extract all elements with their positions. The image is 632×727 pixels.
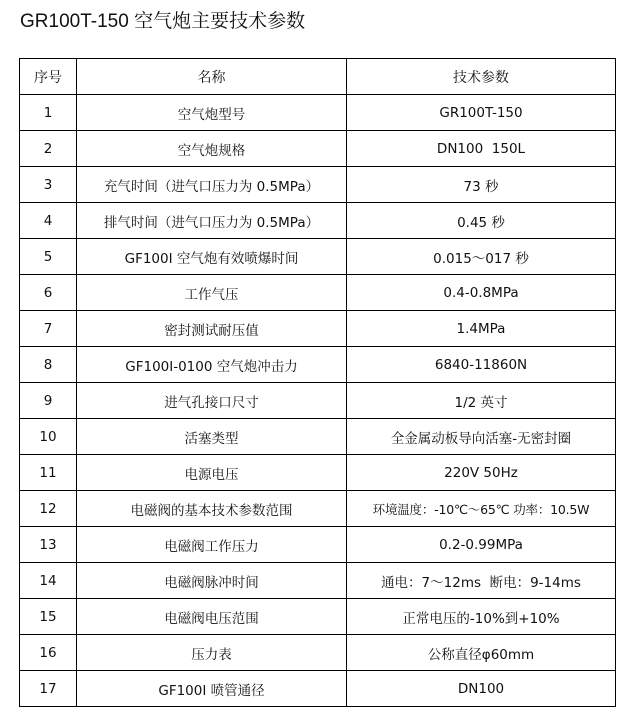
cell-name: 空气炮型号 (77, 95, 347, 131)
table-row (20, 671, 616, 707)
cell-value: 1.4MPa (347, 311, 616, 347)
table-header-row (20, 59, 616, 95)
cell-no: 9 (20, 383, 77, 419)
table-row (20, 239, 616, 275)
cell-name: GF100I 空气炮有效喷爆时间 (77, 239, 347, 275)
table-row (20, 383, 616, 419)
table-row (20, 203, 616, 239)
table-row (20, 275, 616, 311)
cell-name: 电磁阀脉冲时间 (77, 563, 347, 599)
cell-no: 8 (20, 347, 77, 383)
cell-name: 活塞类型 (77, 419, 347, 455)
cell-value: 环境温度：-10℃～65℃ 功率：10.5W (347, 491, 616, 527)
cell-no: 14 (20, 563, 77, 599)
cell-name: 空气炮规格 (77, 131, 347, 167)
cell-value: 220V 50Hz (347, 455, 616, 491)
table-row (20, 311, 616, 347)
cell-name: 电磁阀工作压力 (77, 527, 347, 563)
cell-no: 17 (20, 671, 77, 707)
cell-value: 6840-11860N (347, 347, 616, 383)
spec-table (19, 58, 616, 707)
cell-no: 2 (20, 131, 77, 167)
cell-name: 电磁阀的基本技术参数范围 (77, 491, 347, 527)
table-row (20, 95, 616, 131)
table-row (20, 347, 616, 383)
page-title: GR100T-150 空气炮主要技术参数 (20, 11, 306, 32)
header-name: 名称 (77, 59, 347, 95)
cell-name: 电磁阀电压范围 (77, 599, 347, 635)
cell-name: 密封测试耐压值 (77, 311, 347, 347)
cell-no: 3 (20, 167, 77, 203)
header-no: 序号 (20, 59, 77, 95)
cell-name: GF100I 喷管通径 (77, 671, 347, 707)
cell-value: 0.45 秒 (347, 203, 616, 239)
table-row (20, 491, 616, 527)
cell-no: 1 (20, 95, 77, 131)
table-row (20, 455, 616, 491)
cell-value: DN100 (347, 671, 616, 707)
cell-no: 6 (20, 275, 77, 311)
cell-value: 公称直径φ60mm (347, 635, 616, 671)
cell-name: 压力表 (77, 635, 347, 671)
cell-no: 13 (20, 527, 77, 563)
table-row (20, 599, 616, 635)
cell-name: 充气时间（进气口压力为 0.5MPa） (77, 167, 347, 203)
header-value: 技术参数 (347, 59, 616, 95)
cell-value: 1/2 英寸 (347, 383, 616, 419)
cell-no: 4 (20, 203, 77, 239)
table-row (20, 419, 616, 455)
cell-no: 5 (20, 239, 77, 275)
cell-value: 通电：7～12ms 断电：9-14ms (347, 563, 616, 599)
cell-value: 0.015～017 秒 (347, 239, 616, 275)
cell-value: 0.2-0.99MPa (347, 527, 616, 563)
table-row (20, 131, 616, 167)
cell-value: GR100T-150 (347, 95, 616, 131)
cell-name: 排气时间（进气口压力为 0.5MPa） (77, 203, 347, 239)
cell-name: 电源电压 (77, 455, 347, 491)
cell-value: 73 秒 (347, 167, 616, 203)
cell-value: DN100 150L (347, 131, 616, 167)
cell-value: 0.4-0.8MPa (347, 275, 616, 311)
cell-no: 15 (20, 599, 77, 635)
cell-name: GF100I-0100 空气炮冲击力 (77, 347, 347, 383)
cell-name: 进气孔接口尺寸 (77, 383, 347, 419)
cell-no: 10 (20, 419, 77, 455)
table-row (20, 563, 616, 599)
cell-no: 16 (20, 635, 77, 671)
table-row (20, 635, 616, 671)
cell-value: 全金属动板导向活塞-无密封圈 (347, 419, 616, 455)
cell-no: 7 (20, 311, 77, 347)
cell-name: 工作气压 (77, 275, 347, 311)
table-row (20, 167, 616, 203)
cell-value: 正常电压的-10%到+10% (347, 599, 616, 635)
cell-no: 12 (20, 491, 77, 527)
table-row (20, 527, 616, 563)
cell-no: 11 (20, 455, 77, 491)
